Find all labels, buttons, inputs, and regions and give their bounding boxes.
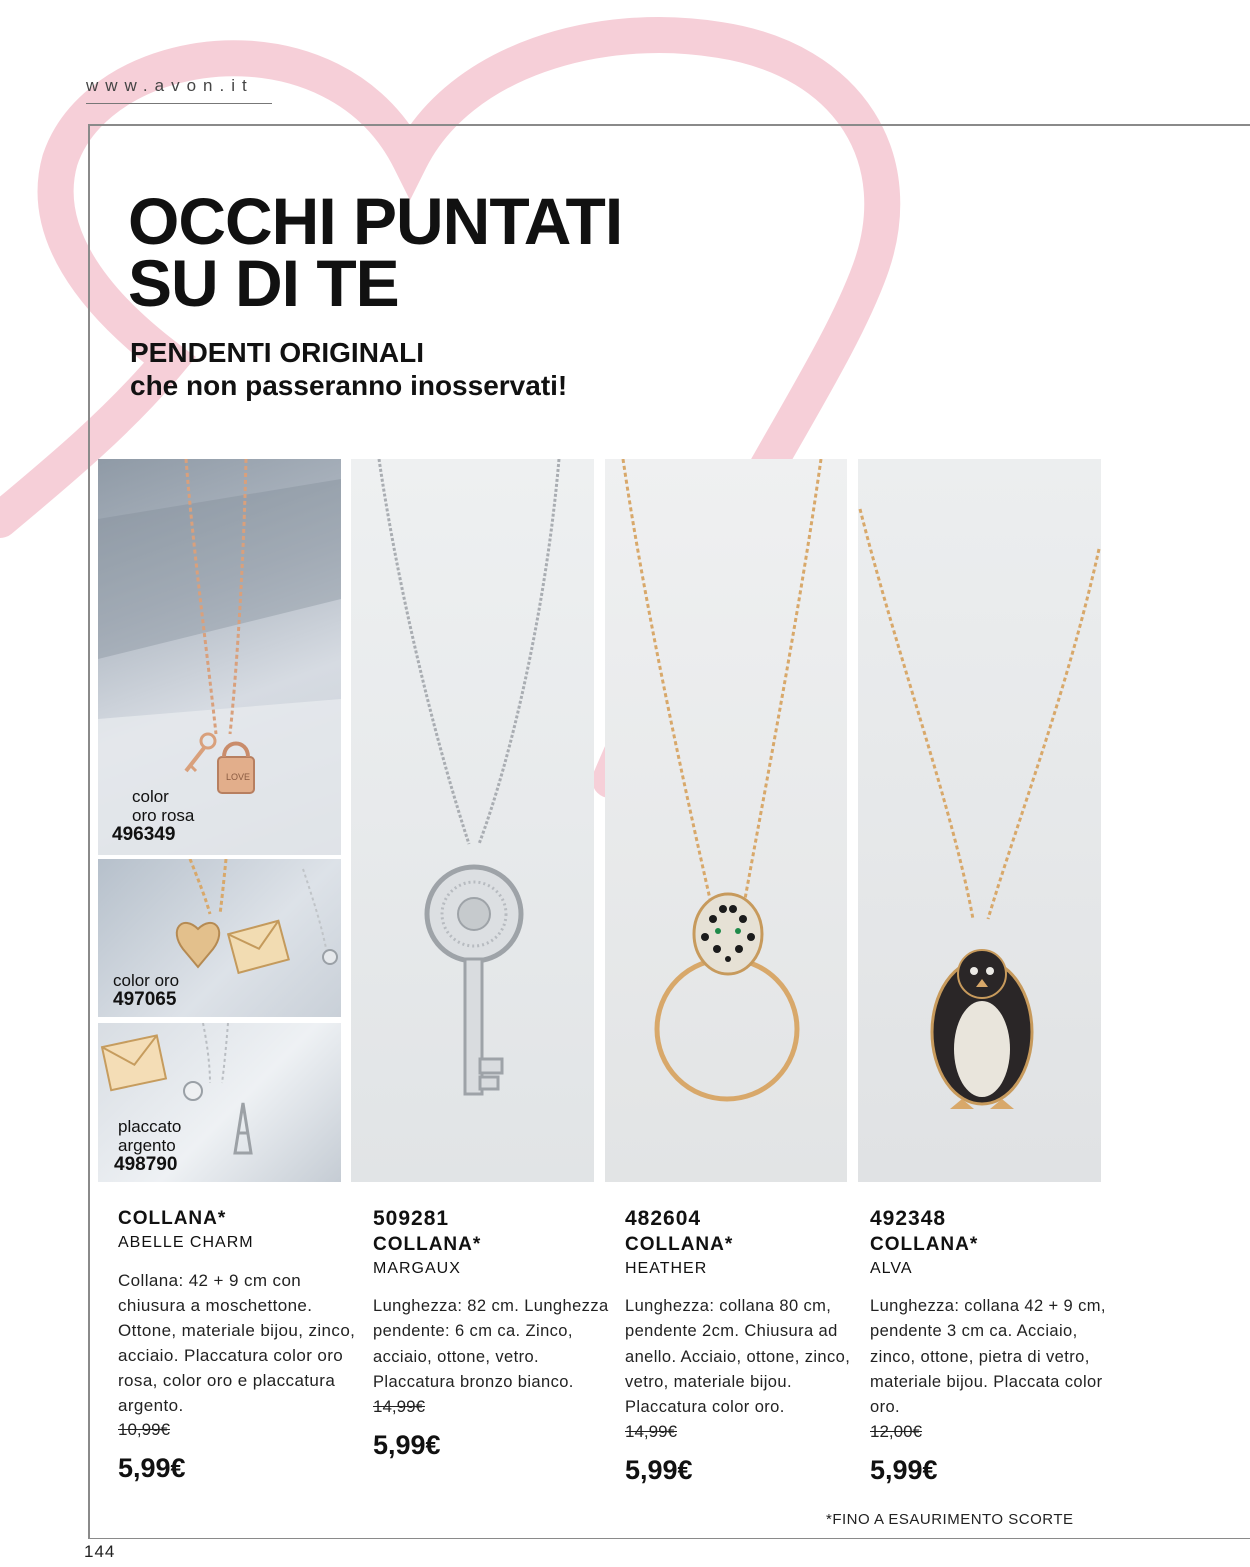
variant-name: color [132,787,169,806]
necklace-key-illustration [351,459,594,1182]
price: 5,99€ [373,1430,441,1461]
frame-left-rule [88,124,90,1539]
product-description: Lunghezza: collana 42 + 9 cm, pendente 3 cm ca. Acciaio, zinco, ottone, pietra di vetro, materiale bijou. Placcata color oro. [870,1297,1106,1417]
frame-bottom-rule [88,1538,1250,1539]
variant-label-gold [113,971,179,1009]
old-price: 12,00€ [870,1422,922,1442]
product-variant: ABELLE CHARM [118,1234,254,1251]
product-code: 492348 [870,1207,947,1230]
product-info-alva [870,1206,1115,1488]
page-number: 144 [84,1542,116,1561]
page-title [128,184,623,320]
product-info-margaux [373,1206,618,1463]
svg-text:LOVE: LOVE [226,772,251,782]
necklace-penguin-illustration [858,459,1101,1182]
frame-top-rule [88,124,1250,126]
product-info-abelle-charm [118,1206,363,1486]
product-code: 482604 [625,1207,702,1230]
price: 5,99€ [625,1455,693,1486]
variant-name: color oro [113,971,180,990]
old-price: 14,99€ [373,1397,425,1417]
variant-label-rose-gold [112,787,194,844]
product-name: COLLANA* [373,1234,482,1255]
variant-label-silver [114,1117,181,1174]
necklace-panther-ring-illustration [605,459,847,1182]
website-url[interactable]: www.avon.it [86,76,254,95]
subtitle-line-1: PENDENTI ORIGINALI [130,337,425,368]
page-subtitle [130,336,567,402]
old-price: 14,99€ [625,1422,677,1442]
product-variant: ALVA [870,1260,913,1277]
stock-disclaimer: *FINO A ESAURIMENTO SCORTE [826,1511,1074,1528]
variant-code: 496349 [112,824,176,845]
product-info-heather [625,1206,870,1488]
variant-code: 498790 [114,1154,178,1175]
product-photo-alva [858,459,1101,1182]
product-name: COLLANA* [870,1234,979,1255]
product-photo-heather [605,459,847,1182]
url-underline [86,103,272,104]
product-name: COLLANA* [625,1234,734,1255]
product-description: Lunghezza: collana 80 cm, pendente 2cm. Chiusura ad anello. Acciaio, ottone, zinco, vetro, materiale bijou. Placcatura color oro. [625,1297,851,1417]
page-title-line-1: OCCHI PUNTATI [128,184,623,258]
variant-code: 497065 [113,989,177,1010]
product-variant: HEATHER [625,1260,708,1277]
product-description: Collana: 42 + 9 cm con chiusura a moschettone. Ottone, materiale bijou, zinco, acciaio. Placcatura color oro rosa, color oro e placcatura argento. [118,1271,356,1415]
old-price: 10,99€ [118,1420,170,1439]
price: 5,99€ [118,1453,186,1483]
product-code: 509281 [373,1207,450,1230]
product-name: COLLANA* [118,1208,227,1229]
variant-name-rest: oro rosa [132,806,195,825]
price: 5,99€ [870,1455,938,1486]
product-photo-margaux [351,459,594,1182]
product-description: Lunghezza: 82 cm. Lunghezza pendente: 6 cm ca. Zinco, acciaio, ottone, vetro. Placcatura bronzo bianco. [373,1297,609,1391]
variant-name: placcato [118,1117,182,1136]
subtitle-line-2: che non passeranno inosservati! [130,370,568,401]
product-variant: MARGAUX [373,1260,461,1277]
variant-name-rest: argento [118,1136,176,1155]
page-title-line-2: SU DI TE [128,246,399,320]
